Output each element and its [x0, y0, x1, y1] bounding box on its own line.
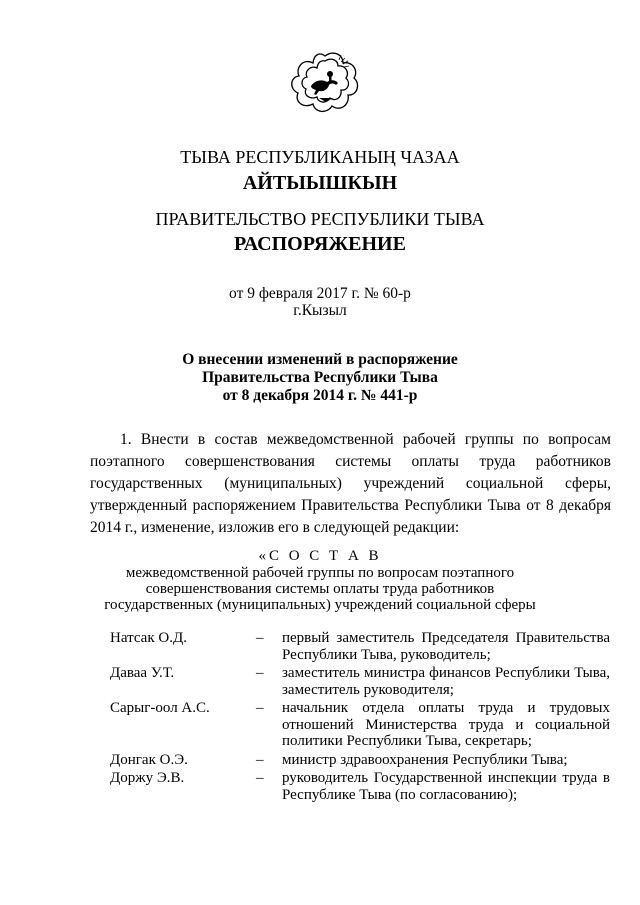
member-dash: – — [256, 665, 264, 681]
composition-line-2: совершенствования системы оплаты труда работников — [145, 581, 495, 597]
russian-doc-type: РАСПОРЯЖЕНИЕ — [234, 233, 406, 255]
members-list — [110, 630, 610, 805]
composition-heading: «С О С Т А В — [258, 548, 382, 564]
member-dash: – — [256, 751, 264, 768]
member-row — [110, 770, 610, 803]
member-row — [110, 665, 610, 698]
russian-government-heading: ПРАВИТЕЛЬСТВО РЕСПУБЛИКИ ТЫВА — [155, 209, 485, 229]
document-title-line-1: О внесении изменений в распоряжение — [182, 351, 458, 368]
document-date-number: от 9 февраля 2017 г. № 60-р — [229, 285, 411, 302]
member-dash: – — [256, 630, 264, 646]
member-dash: – — [256, 770, 264, 786]
document-city: г.Кызыл — [293, 302, 347, 319]
member-role: первый заместитель Председателя Правительства Республики Тыва, руководитель; — [282, 630, 610, 663]
member-row — [110, 630, 610, 663]
tyva-doc-type: АЙТЫЫШКЫН — [242, 172, 398, 194]
tyva-government-heading: ТЫВА РЕСПУБЛИКАНЫҢ ЧАЗАА — [180, 147, 460, 167]
document-title-line-2: Правительства Республики Тыва — [202, 369, 438, 386]
member-name: Донгак О.Э. — [110, 751, 188, 768]
body-paragraph-1: 1. Внести в состав межведомственной рабочей группы по вопросам поэтапного совершенствования системы оплаты труда работников государственных (муниципальных) учреждений социальной сферы, утвержденный распоряжением Правительства Республики Тыва от 8 декабря 2014 г., изменение, изложив его в следующей редакции: — [90, 431, 611, 536]
member-name: Натсак О.Д. — [110, 630, 187, 646]
member-role: министр здравоохранения Республики Тыва; — [282, 751, 568, 768]
composition-line-3: государственных (муниципальных) учреждений социальной сферы — [104, 597, 536, 613]
member-role: руководитель Государственной инспекции труда в Республике Тыва (по согласованию); — [282, 770, 610, 803]
member-row — [110, 752, 610, 769]
member-dash: – — [256, 700, 264, 716]
composition-line-1: межведомственной рабочей группы по вопросам поэтапного — [125, 565, 515, 581]
document-title-line-3: от 8 декабря 2014 г. № 441-р — [222, 387, 418, 404]
member-row — [110, 700, 610, 750]
member-role: заместитель министра финансов Республики Тыва, заместитель руководителя; — [282, 665, 610, 698]
member-name: Доржу Э.В. — [110, 770, 185, 786]
member-name: Сарыг-оол А.С. — [110, 700, 210, 716]
member-role: начальник отдела оплаты труда и трудовых отношений Министерства труда и социальной политики Республики Тыва, секретарь; — [282, 700, 610, 749]
member-name: Даваа У.Т. — [110, 665, 175, 681]
coat-of-arms-emblem — [289, 48, 361, 120]
